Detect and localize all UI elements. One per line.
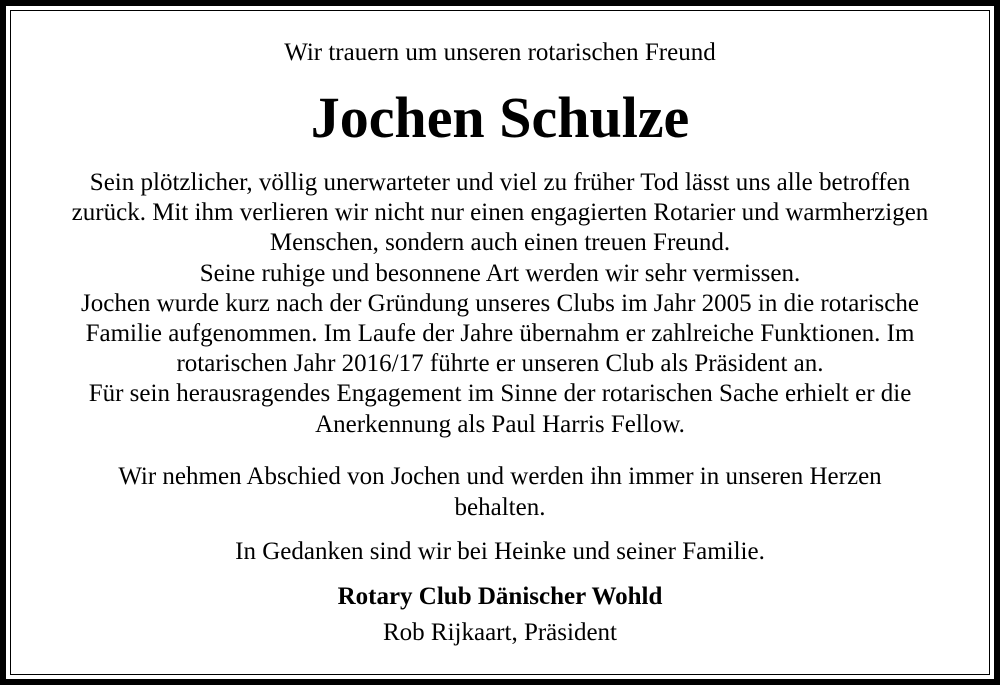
president-signature: Rob Rijkaart, Präsident bbox=[383, 619, 617, 646]
farewell-paragraph bbox=[20, 462, 980, 523]
body-line: Seine ruhige und besonnene Art werden wir sehr vermissen. bbox=[199, 259, 801, 287]
family-condolence: In Gedanken sind wir bei Heinke und seiner Familie. bbox=[235, 538, 765, 565]
body-line: rotarischen Jahr 2016/17 führte er unseren Club als Präsident an. bbox=[176, 350, 824, 378]
body-line: Menschen, sondern auch einen treuen Freund. bbox=[269, 229, 731, 257]
body-line: Jochen wurde kurz nach der Gründung unseres Clubs im Jahr 2005 in die rotarische bbox=[81, 289, 919, 317]
body-line: zurück. Mit ihm verlieren wir nicht nur einen engagierten Rotarier und warmherzigen bbox=[71, 199, 929, 227]
club-signature: Rotary Club Dänischer Wohld bbox=[337, 583, 663, 610]
body-line: Sein plötzlicher, völlig unerwarteter und viel zu früher Tod lässt uns alle betroffen bbox=[89, 169, 911, 196]
body-line: Familie aufgenommen. Im Laufe der Jahre übernahm er zahlreiche Funktionen. Im bbox=[85, 320, 915, 348]
farewell-line: Wir nehmen Abschied von Jochen und werden ihn immer in unseren Herzen bbox=[118, 463, 882, 490]
deceased-name: Jochen Schulze bbox=[310, 85, 690, 150]
intro-line: Wir trauern um unseren rotarischen Freund bbox=[284, 39, 716, 66]
farewell-line: behalten. bbox=[454, 493, 546, 521]
body-line: Für sein herausragendes Engagement im Sinne der rotarischen Sache erhielt er die bbox=[88, 380, 912, 408]
obituary-body bbox=[20, 168, 980, 440]
body-line: Anerkennung als Paul Harris Fellow. bbox=[315, 410, 685, 438]
